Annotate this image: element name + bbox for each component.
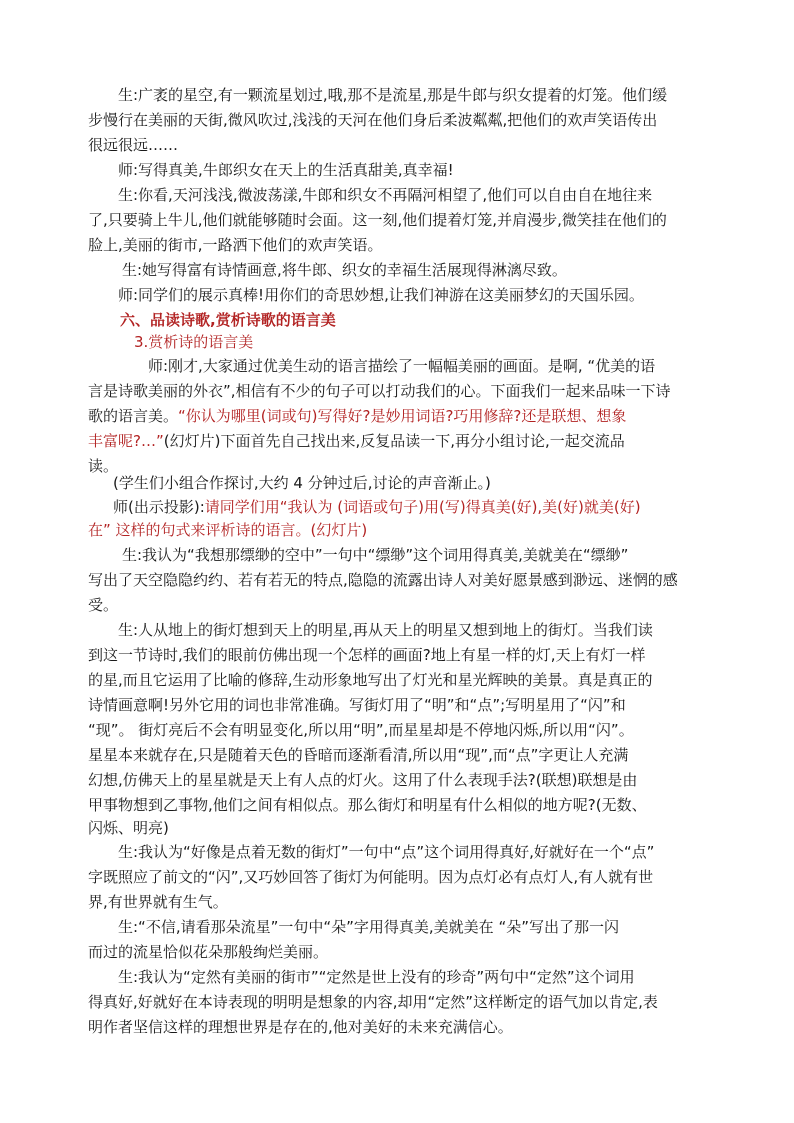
text-line: 到这一节诗时,我们的眼前仿佛出现一个怎样的画面?地上有星一样的灯,天上有灯一样: [88, 646, 646, 664]
text-line: 读。: [88, 457, 119, 475]
text-line: 明作者坚信这样的理想世界是存在的,他对美好的未来充满信心。: [88, 1018, 513, 1036]
text-line: (学生们小组合作探讨,大约 4 分钟过后,讨论的声音渐止。): [113, 474, 491, 492]
text-line: 步慢行在美丽的天街,微风吹过,浅浅的天河在他们身后柔波粼粼,把他们的欢声笑语传出: [88, 111, 658, 129]
text-line: 的星,而且它运用了比喻的修辞,生动形象地写出了灯光和星光辉映的美景。真是真正的: [88, 671, 653, 689]
text-line: 生:我认为“我想那缥缈的空中”一句中“缥缈”这个词用得真美,美就美在“缥缈”: [122, 546, 629, 564]
text-line: 界,有世界就有生气。: [88, 893, 228, 911]
text-line: 得真好,好就好在本诗表现的明明是想象的内容,却用“定然”这样断定的语气加以肯定,表: [88, 993, 658, 1011]
text-line: 了,只要骑上牛儿,他们就能够随时会面。这一刻,他们提着灯笼,并肩漫步,微笑挂在他们的: [88, 211, 667, 229]
text-line: 生:她写得富有诗情画意,将牛郎、织女的幸福生活展现得淋漓尽致。: [122, 261, 567, 279]
text-line: 言是诗歌美丽的外衣”,相信有不少的句子可以打动我们的心。下面我们一起来品味一下诗: [88, 382, 671, 400]
text-line: 生:你看,天河浅浅,微波荡漾,牛郎和织女不再隔河相望了,他们可以自由自在地往来: [118, 186, 653, 204]
text-line: 诗情画意啊!另外它用的词也非常准确。写街灯用了“明”和“点”;写明星用了“闪”和: [88, 696, 626, 714]
text-line: “现”。 街灯亮后不会有明显变化,所以用“明”,而星星却是不停地闪烁,所以用“闪”。: [88, 721, 634, 739]
text-line: 闪烁、明亮): [88, 819, 169, 837]
text-line: 生:我认为“定然有美丽的街市”“定然是世上没有的珍奇”两句中“定然”这个词用: [118, 968, 635, 986]
text-line: 幻想,仿佛天上的星星就是天上有人点的灯火。这用了什么表现手法?(联想)联想是由: [88, 771, 638, 789]
text-line: 歌的语言美。“你认为哪里(词或句)写得好?是妙用词语?巧用修辞?还是联想、想象: [88, 407, 627, 425]
text-line: 甲事物想到乙事物,他们之间有相似点。那么街灯和明星有什么相似的地方呢?(无数、: [88, 796, 647, 814]
text-line: 生:广袤的星空,有一颗流星划过,哦,那不是流星,那是牛郎与织女提着的灯笼。他们缓: [118, 86, 668, 104]
text-line: 生:人从地上的街灯想到天上的明星,再从天上的明星又想到地上的街灯。当我们读: [118, 621, 653, 639]
text-line: 丰富呢?…”(幻灯片)下面首先自己找出来,反复品读一下,再分小组讨论,一起交流品: [88, 432, 625, 450]
text-line: 很远很远……: [88, 136, 179, 154]
text-line: 而过的流星恰似花朵那般绚烂美丽。: [88, 943, 329, 961]
text-line: 写出了天空隐隐约约、若有若无的特点,隐隐的流露出诗人对美好愿景感到渺远、迷惘的感: [88, 571, 678, 589]
text-line: 生:“不信,请看那朵流星”一句中“朵”字用得真美,美就美在 “朵”写出了那一闪: [118, 918, 619, 936]
text-line: 生:我认为“好像是点着无数的街灯”一句中“点”这个词用得真好,好就好在一个“点”: [118, 843, 655, 861]
text-line: 脸上,美丽的街市,一路洒下他们的欢声笑语。: [88, 236, 383, 254]
text-line: 师:写得真美,牛郎织女在天上的生活真甜美,真幸福!: [118, 161, 454, 179]
text-line: 师:刚才,大家通过优美生动的语言描绘了一幅幅美丽的画面。是啊, “优美的语: [148, 357, 656, 375]
text-line: 星星本来就存在,只是随着天色的昏暗而逐渐看清,所以用“现”,而“点”字更让人充满: [88, 746, 629, 764]
text-line: 在” 这样的句式来评析诗的语言。(幻灯片): [88, 521, 368, 539]
text-line: 师:同学们的展示真棒!用你们的奇思妙想,让我们神游在这美丽梦幻的天国乐园。: [118, 286, 644, 304]
section-heading: 六、品读诗歌,赏析诗歌的语言美: [120, 311, 336, 329]
subsection-heading: 3.赏析诗的语言美: [134, 333, 254, 351]
text-line: 师(出示投影):请同学们用“我认为 (词语或句子)用(写)得真美(好),美(好)就美(好): [113, 498, 641, 516]
text-line: 字既照应了前文的“闪”,又巧妙回答了街灯为何能明。因为点灯必有点灯人,有人就有世: [88, 868, 654, 886]
text-line: 受。: [88, 596, 119, 614]
